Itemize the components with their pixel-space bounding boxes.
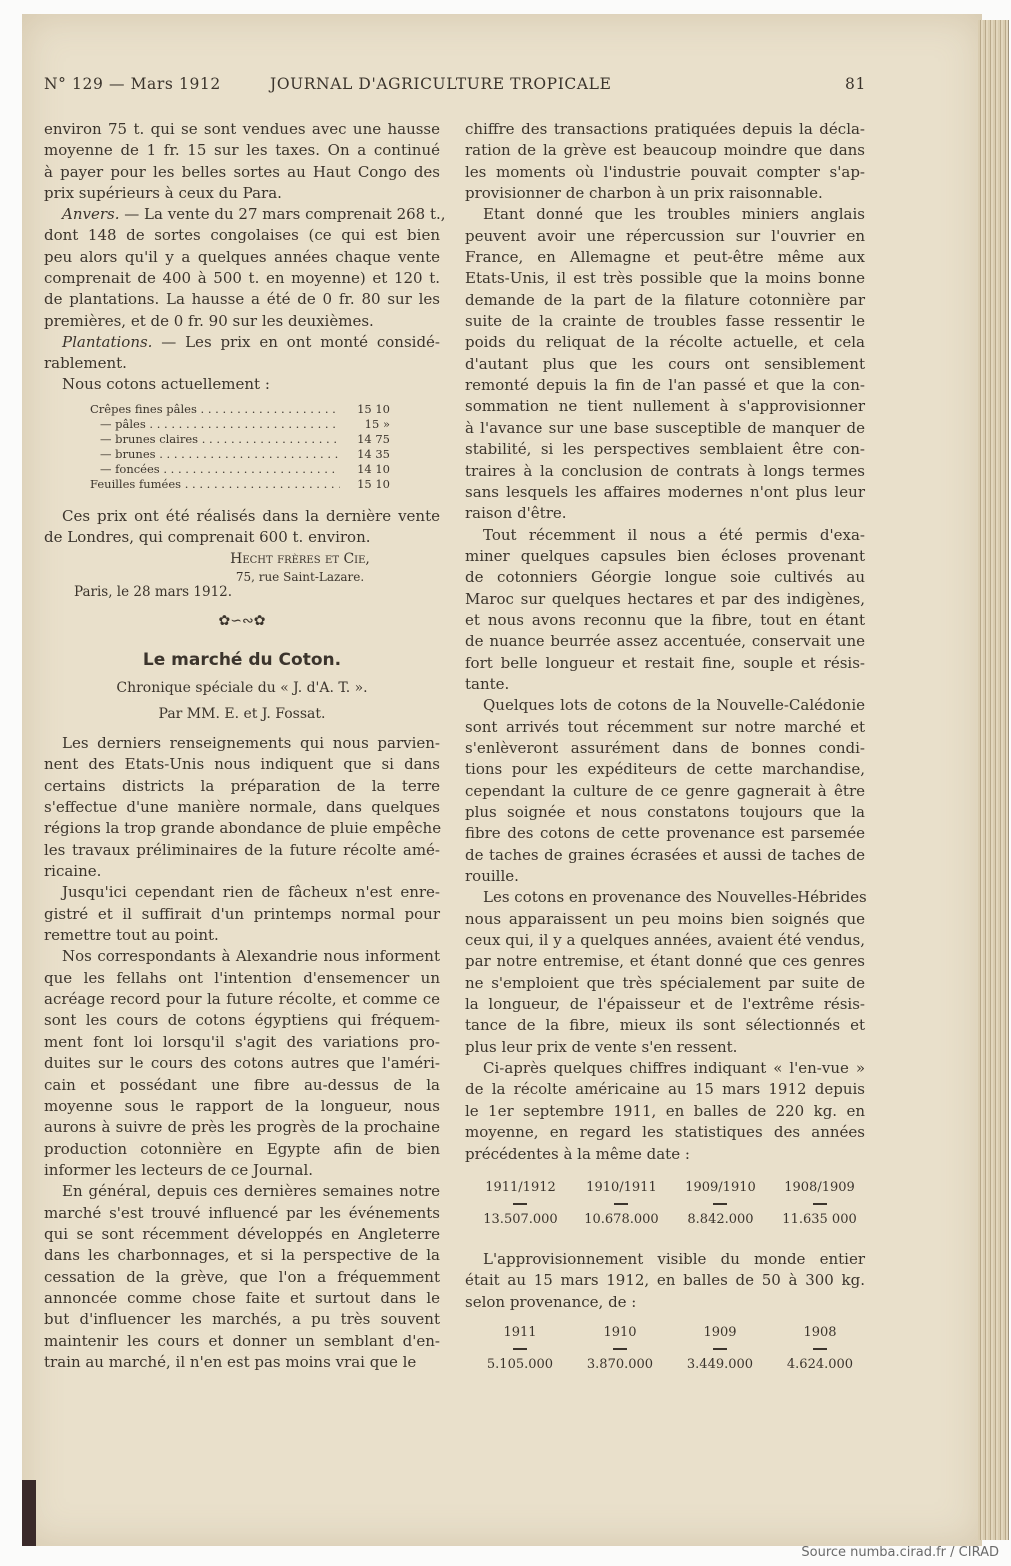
text-line: était au 15 mars 1912, en balles de 50 à 300 kg.	[465, 1271, 865, 1290]
text-line: provisionner de charbon à un prix raisonnable.	[465, 184, 823, 203]
text-line: moyenne sous le rapport de la longueur, nous	[44, 1096, 440, 1115]
book-binding	[22, 1480, 36, 1546]
supply-stats-table	[470, 1325, 870, 1372]
text-line: Les cotons en provenance des Nouvelles-Hébrides	[483, 888, 867, 907]
text-line: les travaux préliminaires de la future récolte amé-	[44, 840, 440, 859]
text-line: prix supérieurs à ceux du Para.	[44, 184, 282, 203]
dash-rule	[813, 1203, 827, 1205]
price-row	[90, 447, 390, 462]
text-line: raison d'être.	[465, 504, 567, 523]
stat-value: 8.842.000	[687, 1212, 754, 1227]
text-line: fibre des cotons de cette provenance est parsemée	[465, 824, 865, 843]
text-line: Ces prix ont été réalisés dans la dernière vente	[62, 507, 440, 525]
text-line: nous apparaissent un peu moins bien soignés que	[465, 909, 865, 928]
text-line: sont les cours de cotons égyptiens qui fréquem-	[44, 1011, 440, 1030]
text-line: de Londres, qui comprenait 600 t. environ.	[44, 528, 371, 547]
text: — La vente du 27 mars comprenait 268 t.,	[119, 205, 446, 223]
text-line: ne s'emploient que très spécialement par suite de	[465, 973, 865, 992]
text-line: par notre entremise, et étant donné que ces genres	[465, 952, 865, 971]
text-line: Etats-Unis, il est très possible que la moins bonne	[465, 269, 865, 288]
stat-year: 1911/1912	[485, 1180, 556, 1195]
text-line: Maroc sur quelques hectares et par des indigènes,	[465, 589, 865, 608]
text-line: France, en Allemagne et peut-être même aux	[465, 248, 865, 267]
stat-year: 1910/1911	[586, 1180, 657, 1195]
text-line: suite de la crainte de troubles fasse ressentir le	[465, 312, 865, 331]
stat-value: 11.635 000	[782, 1212, 857, 1227]
paragraph	[44, 946, 440, 1181]
text-line: à payer pour les belles sortes au Haut Congo des	[44, 162, 440, 181]
text-line: acréage record pour la future récolte, et comme ce	[44, 990, 440, 1009]
text-line: L'approvisionnement visible du monde entier	[483, 1250, 865, 1268]
price-value: 14 35	[357, 447, 390, 461]
stat-value: 4.624.000	[786, 1357, 854, 1372]
stat-year: 1911	[503, 1325, 537, 1340]
price-table	[90, 402, 390, 492]
text-line: plus soignée et nous constatons toujours que la	[465, 803, 865, 821]
text-line: le 1er septembre 1911, en balles de 220 kg. en	[465, 1101, 865, 1120]
text-line: poids du reliquat de la récolte actuelle, et cela	[465, 333, 865, 352]
text-line	[44, 332, 440, 353]
text-line: remonté depuis la fin de l'an passé et que la con-	[465, 376, 865, 395]
text-line: fort belle longueur et restait fine, souple et résis-	[465, 653, 865, 672]
article-byline: Par MM. E. et J. Fossat.	[158, 706, 326, 722]
text-line: maintenir les cours et donner un semblant d'en-	[44, 1331, 440, 1350]
stat-column	[685, 1180, 756, 1227]
paragraph-anvers	[44, 204, 446, 332]
stat-value: 10.678.000	[584, 1212, 659, 1227]
text-line: but d'influencer les marchés, a pu très souvent	[44, 1310, 440, 1329]
text-line: premières, et de 0 fr. 90 sur les deuxièmes.	[44, 311, 374, 330]
text-line: dans les charbonnages, et si la perspective de la	[44, 1246, 440, 1265]
stat-year: 1908	[803, 1325, 837, 1340]
text-line: ricaine.	[44, 862, 102, 881]
text-line: ment font loi lorsqu'il s'agit des variations pro-	[44, 1032, 440, 1051]
text-line: s'enlèveront assurément dans de bonnes condi-	[465, 738, 865, 757]
stat-column	[584, 1180, 658, 1227]
stat-column	[587, 1325, 653, 1372]
dash-rule	[713, 1203, 727, 1205]
text-line: cependant la culture de ce genre gagnerait à être	[465, 781, 865, 800]
dateline: Paris, le 28 mars 1912.	[74, 584, 233, 600]
page-edges	[978, 20, 1009, 1540]
article-subtitle: Chronique spéciale du « J. d'A. T. ».	[116, 680, 368, 696]
text-line: et nous avons reconnu que la fibre, tout en étant	[465, 610, 865, 629]
text-line: Nous cotons actuellement :	[62, 375, 270, 393]
lines	[44, 353, 440, 374]
paragraph-plantations	[44, 332, 440, 375]
text-line: les moments où l'industrie pouvait compter s'ap-	[465, 162, 865, 181]
price-row	[90, 462, 390, 477]
page-number: 81	[845, 75, 866, 93]
text-line: la longueur, de l'épaisseur et de l'extrême résis-	[465, 995, 865, 1014]
article-title: Le marché du Coton.	[142, 650, 342, 670]
text-line: rouille.	[465, 867, 519, 886]
price-label: — brunes . . .	[90, 447, 340, 462]
price-label: — brunes claires . . .	[90, 432, 340, 447]
text-line: tions pour les expéditeurs de cette marchandise,	[465, 760, 865, 779]
text-line: Quelques lots de cotons de la Nouvelle-Calédonie	[483, 696, 865, 715]
text-line: d'autant plus que les cours ont sensiblement	[465, 354, 865, 373]
anvers-label: Anvers.	[62, 205, 120, 223]
paragraph	[465, 695, 865, 887]
stat-column	[782, 1180, 856, 1227]
stat-value: 13.507.000	[483, 1212, 558, 1227]
text-line: Les derniers renseignements qui nous parvien-	[62, 734, 440, 752]
paragraph	[465, 525, 865, 696]
price-row	[90, 402, 390, 417]
text-line: rablement.	[44, 354, 127, 373]
stat-column	[483, 1180, 557, 1227]
price-row	[90, 432, 390, 447]
source-caption: Source numba.cirad.fr / CIRAD	[801, 1545, 999, 1560]
text-line: production cotonnière en Egypte afin de bien	[44, 1139, 440, 1158]
stat-year: 1909	[703, 1325, 737, 1340]
stat-value: 3.870.000	[586, 1357, 654, 1372]
article-body-right	[465, 119, 865, 1165]
lines	[44, 225, 440, 332]
text-line: cessation de la grève, que l'on a fréquemment	[44, 1267, 440, 1286]
text-line: Tout récemment il nous a été permis d'exa-	[483, 525, 865, 544]
paragraph	[465, 119, 865, 204]
text-line: certains districts la préparation de la terre	[44, 776, 440, 795]
text-line: marché s'est trouvé influencé par les événements	[44, 1203, 440, 1222]
text-line: ration de la grève est beaucoup moindre que dans	[465, 141, 865, 160]
text-line: En général, depuis ces dernières semaines notre	[62, 1182, 440, 1201]
text-line: que les fellahs ont l'intention d'ensemencer un	[44, 968, 440, 987]
text-line: informer les lecteurs de ce Journal.	[44, 1160, 314, 1179]
dash-rule	[613, 1348, 627, 1350]
text-line: Etant donné que les troubles miniers anglais	[483, 205, 865, 224]
text-line: remettre tout au point.	[44, 926, 219, 945]
signature: Hecht frères et Cie,	[230, 551, 370, 567]
text-line: plus leur prix de vente s'en ressent.	[465, 1037, 738, 1056]
price-value: 14 75	[357, 432, 390, 446]
text-line: duites sur le cours des cotons autres que l'améri-	[44, 1054, 440, 1073]
stat-value: 3.449.000	[686, 1357, 754, 1372]
dash-rule	[513, 1203, 527, 1205]
text-line	[44, 204, 446, 225]
text-line: tante.	[465, 674, 510, 693]
journal-title: JOURNAL D'AGRICULTURE TROPICALE	[270, 75, 612, 93]
text-line: chiffre des transactions pratiquées depuis la décla-	[465, 120, 865, 138]
text-line: moyenne de 1 fr. 15 sur les taxes. On a continué	[44, 141, 440, 160]
price-label: — foncées . . .	[90, 462, 340, 477]
text-line: de nuance beurrée assez accentuée, conservait une	[465, 632, 865, 651]
text-line: demande de la part de la filature cotonnière par	[465, 290, 865, 309]
text-line: à l'avance sur une base susceptible de manquer de	[465, 418, 865, 437]
text-line: Jusqu'ici cependant rien de fâcheux n'est enre-	[62, 883, 440, 902]
price-value: 15 10	[357, 402, 390, 416]
text-line: environ 75 t. qui se sont vendues avec une hausse	[44, 120, 440, 138]
paragraph	[44, 119, 440, 204]
price-label: Crêpes fines pâles . . .	[90, 402, 340, 417]
price-label: Feuilles fumées . . .	[90, 477, 340, 492]
text-line: traires à la conclusion de contrats à longs termes	[465, 461, 865, 480]
price-value: 15 »	[364, 417, 390, 431]
text-line: annoncée comme chose faite et surtout dans le	[44, 1288, 440, 1307]
stat-year: 1909/1910	[685, 1180, 756, 1195]
price-row	[90, 477, 390, 492]
text-line: gistré et il suffirait d'un printemps normal pour	[44, 904, 440, 923]
text-line: de taches de graines écrasées et aussi de taches de	[465, 845, 865, 864]
text-line: dont 148 de sortes congolaises (ce qui est bien	[44, 226, 440, 245]
paragraph	[465, 1058, 865, 1165]
text-line: de la récolte américaine au 15 mars 1912 depuis	[465, 1080, 865, 1099]
text-line: sommation ne tient nullement à s'approvisionner	[465, 397, 865, 416]
text-line: peuvent avoir une répercussion sur l'ouvrier en	[465, 226, 865, 245]
article-body-left	[44, 733, 440, 1373]
stat-value: 5.105.000	[486, 1357, 554, 1372]
text-line: de plantations. La hausse a été de 0 fr. 80 sur les	[44, 290, 440, 309]
stat-column	[487, 1325, 553, 1372]
paragraph	[44, 374, 440, 395]
stat-column	[687, 1325, 753, 1372]
paragraph	[44, 882, 440, 946]
dash-rule	[513, 1348, 527, 1350]
price-row	[90, 417, 390, 432]
paragraph	[465, 204, 865, 524]
text-line: Ci-après quelques chiffres indiquant « l'en-vue »	[483, 1059, 865, 1078]
text-line: cain et possédant une fibre au-dessus de la	[44, 1075, 440, 1094]
price-label: — pâles . . .	[90, 417, 340, 432]
text-line: aurons à suivre de près les progrès de la prochaine	[44, 1118, 440, 1137]
paragraph	[465, 1249, 865, 1313]
text-line: sont arrivés tout récemment sur notre marché et	[465, 717, 865, 736]
text-line: comprenait de 400 à 500 t. en moyenne) et 120 t.	[44, 269, 440, 288]
text-line: qui se sont récemment développés en Angleterre	[44, 1224, 440, 1243]
crop-stats-table	[470, 1180, 870, 1227]
price-value: 15 10	[357, 477, 390, 491]
price-value: 14 10	[357, 462, 390, 476]
text-line: régions la trop grande abondance de pluie empêche	[44, 819, 442, 838]
issue-header: N° 129 — Mars 1912	[44, 75, 221, 93]
paragraph	[44, 1181, 440, 1373]
stat-column	[787, 1325, 853, 1372]
ornament-divider: ✿∽∾✿	[218, 613, 266, 629]
paragraph	[44, 733, 440, 882]
paragraph	[465, 887, 865, 1058]
dash-rule	[713, 1348, 727, 1350]
address: 75, rue Saint-Lazare.	[235, 570, 365, 584]
text-line: selon provenance, de :	[465, 1292, 637, 1311]
text-line: miner quelques capsules bien écloses provenant	[465, 546, 865, 565]
text-line: sans lesquels les affaires modernes n'ont plus leur	[465, 482, 865, 501]
text-line: train au marché, il n'en est pas moins vrai que le	[44, 1352, 417, 1371]
text-line: de cotonniers Géorgie longue soie cultivés au	[465, 568, 865, 587]
stat-year: 1908/1909	[784, 1180, 855, 1195]
text-line: précédentes à la même date :	[465, 1144, 690, 1163]
text-line: Nos correspondants à Alexandrie nous informent	[62, 947, 440, 966]
dash-rule	[813, 1348, 827, 1350]
text-line: tance de la fibre, mieux ils sont sélectionnés et	[465, 1016, 865, 1035]
text: — Les prix en ont monté considé-	[152, 333, 440, 351]
text-line: peu alors qu'il y a quelques années chaque vente	[44, 247, 440, 266]
paragraph	[44, 506, 440, 549]
text-line: ceux qui, il y a quelques années, avaient été vendus,	[465, 931, 865, 950]
plantations-label: Plantations.	[62, 333, 153, 351]
stat-year: 1910	[603, 1325, 637, 1340]
text-line: s'effectue d'une manière normale, dans quelques	[44, 798, 440, 817]
text-line: moyenne, en regard les statistiques des années	[465, 1123, 865, 1142]
dash-rule	[614, 1203, 628, 1205]
text-line: nent des Etats-Unis nous indiquent que si dans	[44, 755, 440, 774]
text-line: stabilité, si les perspectives semblaient être con-	[465, 440, 865, 459]
